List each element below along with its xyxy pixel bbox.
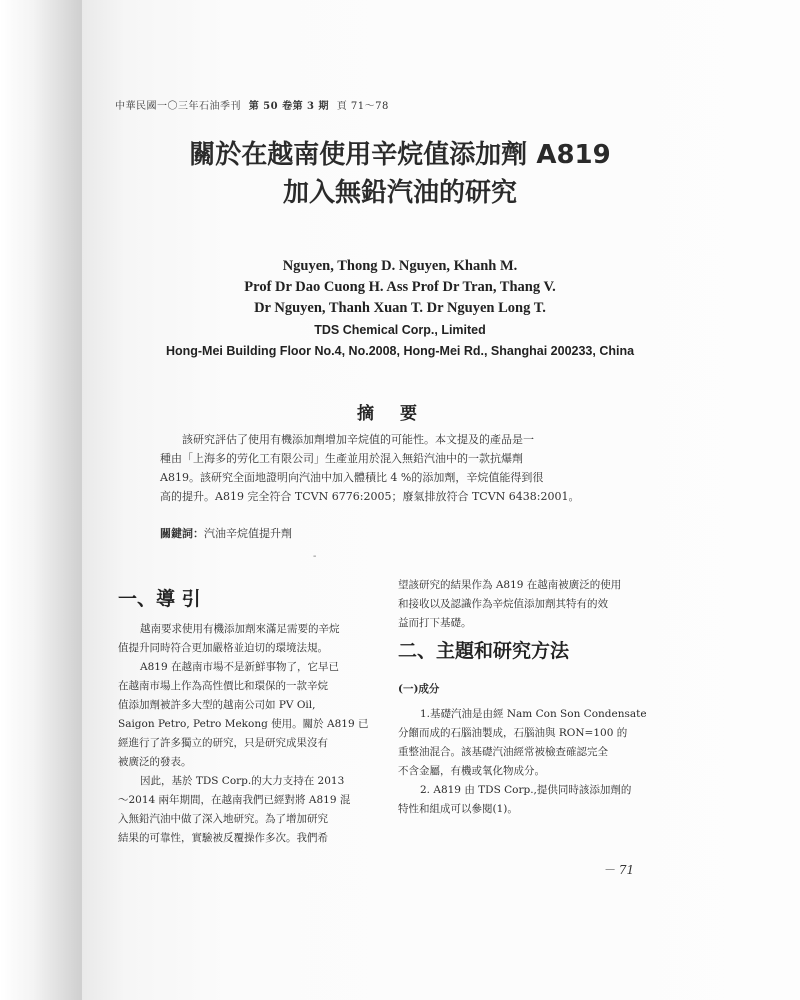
abstract-line: 高的提升。A819 完全符合 TCVN 6776:2005；廢氣排放符合 TCVN 6438:2001。 bbox=[160, 490, 580, 503]
author-list bbox=[120, 256, 680, 319]
paragraph-line: A819 在越南市場不是新鮮事物了，它早已 bbox=[140, 661, 339, 673]
paragraph-line: 和接收以及認識作為辛烷值添加劑其特有的效 bbox=[398, 598, 608, 610]
paragraph-line: 入無鉛汽油中做了深入地研究。為了增加研究 bbox=[118, 813, 328, 825]
affiliation-org: TDS Chemical Corp., Limited bbox=[314, 323, 486, 337]
abstract-line: 種由「上海多的劳化工有限公司」生產並用於混入無鉛汽油中的一款抗爆劑 bbox=[160, 452, 523, 465]
separator-mark: - bbox=[313, 551, 317, 562]
subsection-heading: (一)成分 bbox=[398, 683, 440, 695]
right-column-text bbox=[398, 680, 660, 819]
paragraph-line: 被廣泛的發表。 bbox=[118, 756, 192, 768]
paragraph-line: 結果的可靠性，實驗被反覆操作多次。我們希 bbox=[118, 832, 328, 844]
paragraph-line: 在越南市場上作為高性價比和環保的一款辛烷 bbox=[118, 680, 328, 692]
author-line: Nguyen, Thong D. Nguyen, Khanh M. bbox=[282, 258, 518, 274]
author-line: Dr Nguyen, Thanh Xuan T. Dr Nguyen Long T. bbox=[254, 300, 546, 316]
paragraph-line: 1.基礎汽油是由經 Nam Con Son Condensate bbox=[420, 708, 647, 720]
section-heading-methods: 二、主題和研究方法 bbox=[398, 640, 570, 662]
paragraph-line: 值添加劑被許多大型的越南公司如 PV Oil, bbox=[118, 699, 316, 711]
paragraph-line: 經進行了許多獨立的研究，只是研究成果沒有 bbox=[118, 737, 328, 749]
paragraph-line: 值提升同時符合更加嚴格並迫切的環境法規。 bbox=[118, 642, 328, 654]
journal-name: 中華民國一〇三年石油季刊 bbox=[115, 101, 241, 112]
running-head bbox=[115, 97, 389, 112]
paragraph-line: 越南要求使用有機添加劑來滿足需要的辛烷 bbox=[140, 623, 340, 635]
right-column-continuation bbox=[398, 576, 660, 633]
keywords-value: 汽油辛烷值提升劑 bbox=[204, 527, 292, 540]
paragraph-line: ～2014 兩年期間，在越南我們已經對將 A819 混 bbox=[118, 794, 351, 806]
paper-title bbox=[0, 136, 800, 212]
affiliation bbox=[0, 320, 800, 362]
abstract-line: 該研究評估了使用有機添加劑增加辛烷值的可能性。本文提及的產品是一 bbox=[182, 433, 534, 446]
paragraph-line: 不含金屬，有機或氧化物成分。 bbox=[398, 765, 545, 777]
volume-issue: 第 50 卷第 3 期 bbox=[248, 101, 329, 112]
paragraph-line: Saigon Petro, Petro Mekong 使用。關於 A819 已 bbox=[118, 718, 369, 730]
left-column-text bbox=[118, 620, 380, 848]
section-heading-introduction: 一、導 引 bbox=[118, 588, 201, 610]
abstract-heading: 摘要 bbox=[357, 404, 443, 424]
paragraph-line: 望該研究的結果作為 A819 在越南被廣泛的使用 bbox=[398, 579, 622, 591]
abstract-line: A819。該研究全面地證明向汽油中加入體積比 4 %的添加劑，辛烷值能得到很 bbox=[160, 471, 544, 484]
abstract-body bbox=[160, 430, 620, 506]
keywords bbox=[160, 525, 292, 541]
title-line-1: 關於在越南使用辛烷值添加劑 A819 bbox=[189, 140, 611, 170]
paragraph-line: 2. A819 由 TDS Corp.,提供同時該添加劑的 bbox=[420, 784, 632, 796]
keywords-label: 關鍵詞： bbox=[160, 527, 204, 540]
paragraph-line: 因此，基於 TDS Corp.的大力支持在 2013 bbox=[140, 775, 345, 787]
paragraph-line: 特性和組成可以參閱(1)。 bbox=[398, 803, 518, 815]
title-line-2: 加入無鉛汽油的研究 bbox=[282, 178, 517, 208]
page-number: － 71 bbox=[603, 863, 635, 877]
paragraph-line: 分餾而成的石腦油製成，石腦油與 RON=100 的 bbox=[398, 727, 628, 739]
author-line: Prof Dr Dao Cuong H. Ass Prof Dr Tran, Thang V. bbox=[244, 279, 556, 295]
paragraph-line: 益而打下基礎。 bbox=[398, 617, 472, 629]
page-range: 頁 71～78 bbox=[336, 101, 389, 112]
paragraph-line: 重整油混合。該基礎汽油經常被檢查確認完全 bbox=[398, 746, 608, 758]
affiliation-address: Hong-Mei Building Floor No.4, No.2008, Hong-Mei Rd., Shanghai 200233, China bbox=[165, 344, 635, 358]
